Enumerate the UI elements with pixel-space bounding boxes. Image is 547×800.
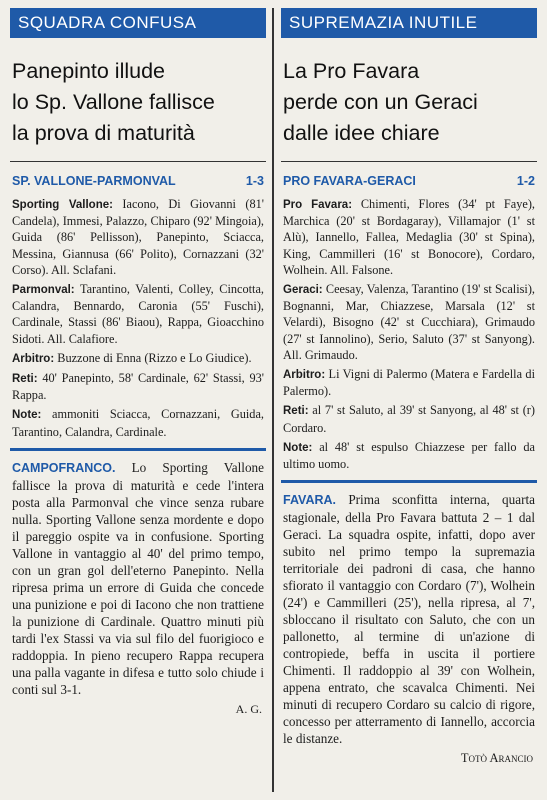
headline-line: dalle idee chiare bbox=[283, 121, 440, 145]
match-score: 1-2 bbox=[516, 174, 535, 188]
section-banner: SQUADRA CONFUSA bbox=[10, 8, 266, 38]
article-text: Prima sconfitta interna, quarta stagionale, della Pro Favara battuta 2 – 1 dal Geraci. La squadra ospite, infatti, dopo aver subito nel primo tempo la supremazia territoriale dei padroni di casa, che hanno sfiorato il vantaggio con Cordaro (7'), Wolhein (24') e Cammilleri (25'), nella ripresa, al 7', sbloccano il risultato con Saluto, che con un pallonetto, al termine di un'azione di contropiede, beffa in uscita il portiere Chimenti. Il raddoppio al 39' con Wolhein, appena entrato, che scavalca Chimenti. Nei minuti di recupero Cordaro su calcio di rigore, concesso per atterramento di Iannello, accorcia le distanze. bbox=[283, 492, 535, 747]
headline bbox=[283, 56, 537, 149]
headline-line: lo Sp. Vallone fallisce bbox=[12, 90, 215, 114]
headline-line: Panepinto illude bbox=[12, 59, 166, 83]
column-divider bbox=[272, 8, 274, 792]
lineup-text: al 48' st espulso Chiazzese per fallo da ultimo uomo. bbox=[283, 439, 535, 472]
lineup-text: 40' Panepinto, 58' Cardinale, 62' Stassi, 93' Rappa. bbox=[12, 371, 264, 403]
lineup-text: Tarantino, Valenti, Colley, Cincotta, Calandra, Bennardo, Caronia (55' Fuschi), Cardinale, Stassi (86' Biaou), Rappa, Gioacchino Sidoti. All. Calafiore. bbox=[12, 282, 264, 346]
lineup-away bbox=[12, 281, 264, 347]
lineup-key: Arbitro: bbox=[283, 369, 326, 382]
lineup-text: al 7' st Saluto, al 39' st Sanyong, al 48' st (r) Cordaro. bbox=[283, 403, 535, 435]
lineup-key: Arbitro: bbox=[12, 352, 55, 365]
goals bbox=[283, 402, 535, 435]
match-teams: SP. VALLONE-PARMONVAL bbox=[12, 174, 176, 188]
notes bbox=[12, 406, 264, 439]
lineup-text: Chimenti, Flores (34' pt Faye), Marchica (20' st Bordagaray), Villamajor (1' st Alù), Iannello, Fallea, Medaglia (30' st Spina), King, Cammilleri (16' st Bonocore), Cordaro, Wolhein. All. Falsone. bbox=[283, 197, 535, 277]
divider bbox=[281, 161, 537, 162]
blue-separator bbox=[281, 480, 537, 483]
lineup-key: Sporting Vallone: bbox=[12, 199, 113, 211]
divider bbox=[10, 161, 266, 162]
lineup-text: Buzzone di Enna (Rizzo e Lo Giudice). bbox=[54, 350, 252, 365]
referee bbox=[283, 366, 535, 399]
blue-separator bbox=[10, 448, 266, 451]
headline-line: La Pro Favara bbox=[283, 59, 420, 83]
lineup-key: Parmonval: bbox=[12, 284, 75, 297]
headline-line: la prova di maturità bbox=[12, 121, 195, 145]
lineup-key: Note: bbox=[283, 441, 313, 454]
author-signature: Totò Arancio bbox=[460, 751, 533, 766]
match-score: 1-3 bbox=[245, 174, 264, 188]
article-body bbox=[283, 491, 535, 747]
lineup-text: Iacono, Di Giovanni (81' Candela), Immesi, Palazzo, Chiparo (92' Mingoia), Guida (86' Pellisson), Panepinto, Sciacca, Messina, Giannusa (66' Polito), Cornazzani (32' Corso). All. Sclafani. bbox=[12, 197, 264, 277]
notes bbox=[283, 439, 535, 472]
lineup-key: Reti: bbox=[283, 405, 309, 418]
goals bbox=[12, 370, 264, 403]
left-article bbox=[10, 8, 266, 717]
match-teams: PRO FAVARA-GERACI bbox=[283, 174, 416, 188]
lineup-key: Reti: bbox=[12, 373, 38, 386]
lineup-key: Note: bbox=[12, 409, 42, 422]
lineup-key: Geraci: bbox=[283, 284, 323, 297]
right-article bbox=[281, 8, 537, 766]
match-scoreline bbox=[12, 174, 264, 188]
lineup-text: Ceesay, Valenza, Tarantino (19' st Scalisi), Bognanni, Mar, Chiazzese, Marsala (12' st Velardi), Bisogno (42' st Cucchiara), Grimaudo (27' st Iannolino), Serio, Saluto (37' st Sanyong). All. Grimaudo. bbox=[283, 282, 535, 362]
match-scoreline bbox=[283, 174, 535, 188]
headline-line: perde con un Geraci bbox=[283, 90, 478, 114]
headline bbox=[12, 56, 266, 149]
article-text: Lo Sporting Vallone fallisce la prova di maturità e cede l'intera posta alla Parmonval che vince senza rubare nulla. Sporting Vallone senza mordente e dopo il pareggio ospite va in confusione. Sporting Vallone in vantaggio al 40' del primo tempo, con un gran gol dell'eterno Panepinto. Nella ripresa prima un errore di Guida che concede una punizione e poi di Iacono che non trattiene la punizione di Cardinale. Quattro minuti più tardi l'ex Stassi va via sul filo del fuorigioco e raddoppia. In pieno recupero Rappa recupera una palla vagante in difesa e tutto solo chiude i conti sul 3-1. bbox=[12, 459, 264, 697]
section-banner: SUPREMAZIA INUTILE bbox=[281, 8, 537, 38]
lineup-away bbox=[283, 281, 535, 363]
dateline: FAVARA. bbox=[283, 493, 337, 508]
referee bbox=[12, 350, 264, 367]
lineup-text: Li Vigni di Palermo (Matera e Fardella di Palermo). bbox=[283, 367, 535, 399]
dateline: CAMPOFRANCO. bbox=[12, 460, 116, 475]
article-body bbox=[12, 459, 264, 698]
lineup-home bbox=[12, 196, 264, 278]
author-signature: A. G. bbox=[235, 701, 262, 716]
lineup-home bbox=[283, 196, 535, 278]
lineup-text: ammoniti Sciacca, Cornazzani, Guida, Tarantino, Calandra, Cardinale. bbox=[12, 407, 264, 439]
lineup-key: Pro Favara: bbox=[283, 199, 353, 211]
